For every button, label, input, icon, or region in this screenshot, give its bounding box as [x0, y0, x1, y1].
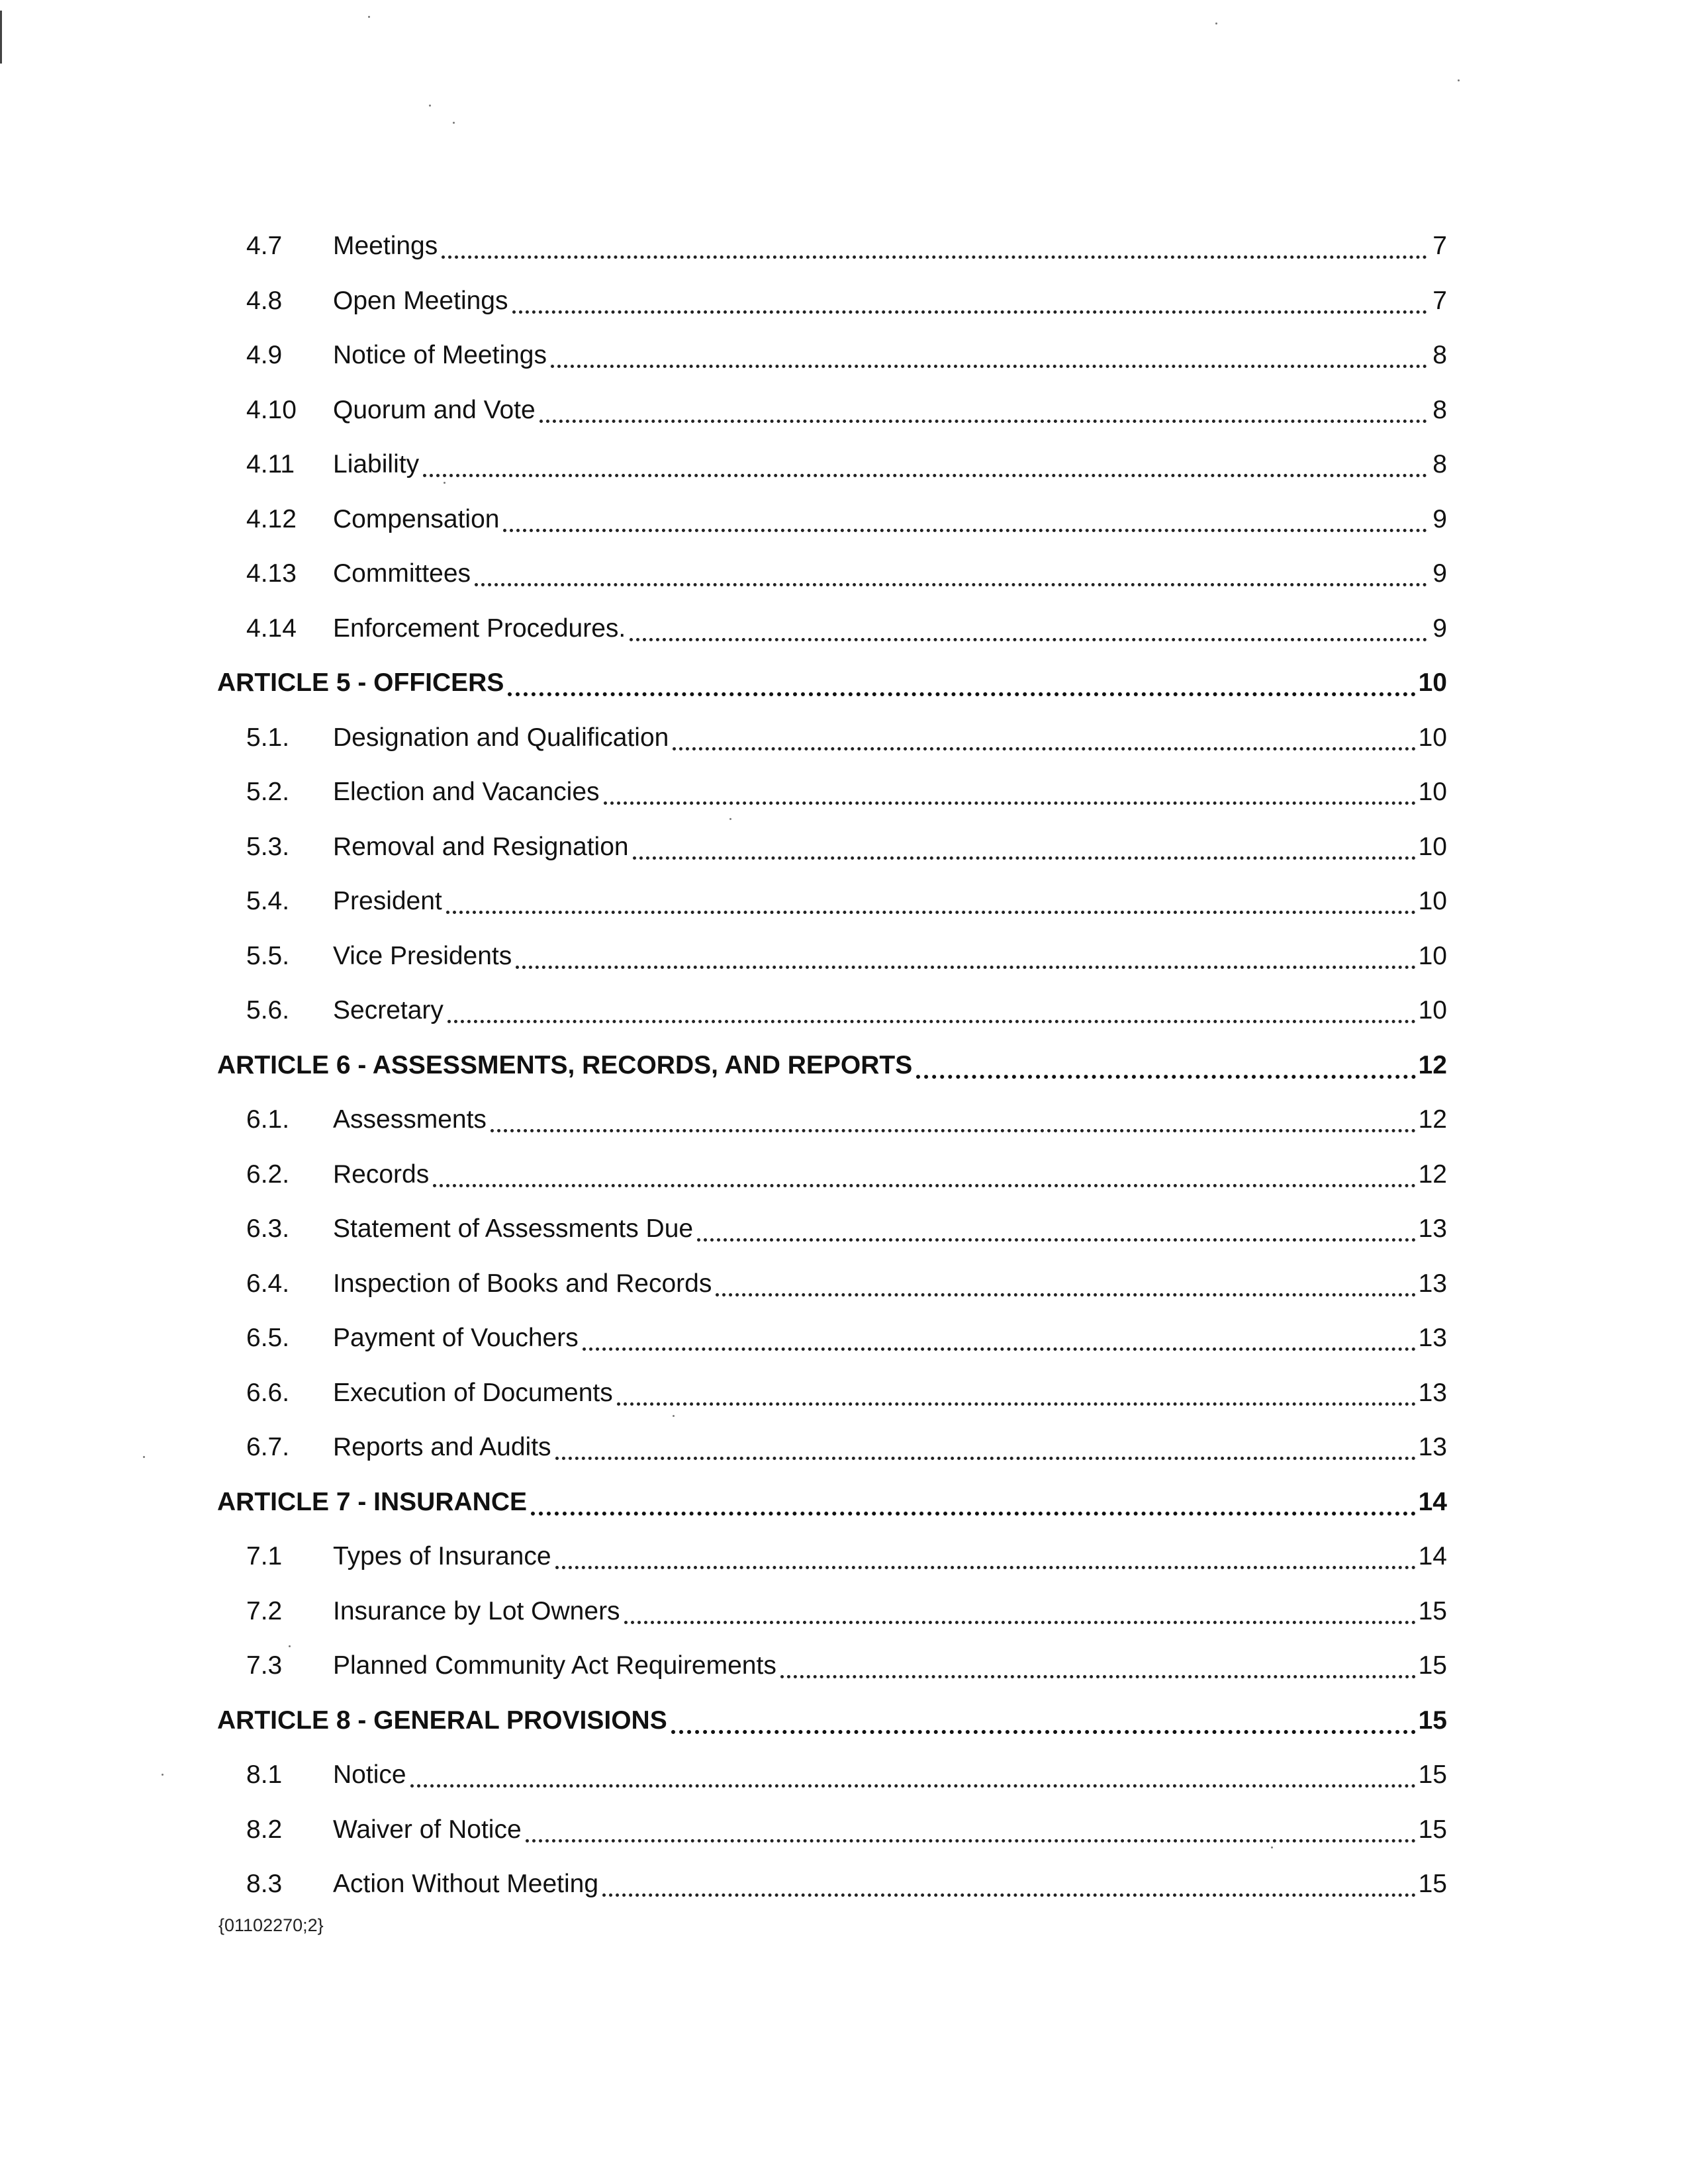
dot-leader — [697, 1238, 1416, 1242]
toc-entry-number: 4.8 — [246, 286, 283, 315]
toc-entry-number: 4.10 — [246, 395, 297, 424]
toc-entry — [217, 721, 1447, 776]
dot-leader — [916, 1075, 1415, 1079]
toc-article-heading — [217, 1048, 1447, 1103]
dot-leader — [583, 1347, 1416, 1351]
toc-entry-number: 6.5. — [246, 1324, 290, 1352]
dot-leader — [423, 474, 1427, 477]
toc-page-number: 12 — [1418, 1105, 1447, 1134]
toc-entry — [217, 1430, 1447, 1485]
scan-speck — [1458, 79, 1460, 81]
toc-page-number: 12 — [1418, 1160, 1447, 1189]
scan-speck — [453, 122, 455, 124]
toc-entry-number: 4.11 — [246, 450, 295, 478]
toc-entry-title: Planned Community Act Requirements — [333, 1651, 776, 1680]
toc-entry-title: Liability — [333, 450, 420, 478]
toc-page-number: 15 — [1418, 1651, 1447, 1680]
toc-entry-number: 8.2 — [246, 1815, 283, 1844]
dot-leader — [526, 1839, 1416, 1843]
toc-entry-title: Open Meetings — [333, 286, 508, 315]
toc-entry-number: 4.14 — [246, 614, 297, 643]
toc-entry-number: 5.5. — [246, 941, 290, 970]
dot-leader — [630, 638, 1427, 641]
toc-page-number: 15 — [1418, 1870, 1447, 1898]
toc-entry — [217, 1321, 1447, 1376]
toc-entry-number: 6.4. — [246, 1269, 290, 1298]
dot-leader — [503, 529, 1427, 532]
toc-entry — [217, 884, 1447, 939]
dot-leader — [617, 1402, 1416, 1406]
toc-page-number: 14 — [1418, 1487, 1447, 1516]
toc-entry-number: 5.2. — [246, 778, 290, 806]
toc-entry — [217, 1649, 1447, 1704]
dot-leader — [671, 1730, 1416, 1734]
toc-page-number: 8 — [1432, 341, 1447, 369]
dot-leader — [673, 747, 1415, 751]
toc-entry-title: President — [333, 887, 442, 915]
toc-page-number: 15 — [1418, 1815, 1447, 1844]
toc-page-number: 13 — [1418, 1214, 1447, 1243]
toc-entry-number: 7.1 — [246, 1542, 283, 1570]
toc-entry — [217, 447, 1447, 502]
dot-leader — [446, 911, 1416, 914]
scan-speck — [429, 105, 431, 107]
toc-page-number: 13 — [1418, 1269, 1447, 1298]
dot-leader — [508, 692, 1415, 696]
toc-entry — [217, 284, 1447, 339]
scan-speck — [1215, 23, 1217, 24]
toc-entry — [217, 502, 1447, 557]
toc-page-number: 10 — [1418, 832, 1447, 861]
dot-leader — [780, 1675, 1416, 1678]
toc-page-number: 10 — [1418, 941, 1447, 970]
toc-entry-title: Enforcement Procedures. — [333, 614, 626, 643]
toc-entry — [217, 557, 1447, 612]
toc-entry-number: 4.9 — [246, 341, 283, 369]
toc-entry — [217, 1867, 1447, 1922]
toc-entry-title: Election and Vacancies — [333, 778, 600, 806]
toc-entry-title: Action Without Meeting — [333, 1870, 599, 1898]
toc-entry-number: 6.2. — [246, 1160, 290, 1189]
toc-entry-title: ARTICLE 6 - ASSESSMENTS, RECORDS, AND REPORTS — [217, 1050, 913, 1079]
toc-page-number: 12 — [1418, 1050, 1447, 1079]
toc-entry-number: 8.3 — [246, 1870, 283, 1898]
document-id: {01102270;2} — [218, 1915, 324, 1935]
toc-entry — [217, 1594, 1447, 1649]
dot-leader — [551, 365, 1427, 368]
toc-page-number: 9 — [1432, 614, 1447, 643]
toc-entry-number: 6.6. — [246, 1378, 290, 1407]
toc-entry-title: Records — [333, 1160, 430, 1189]
toc-page-number: 7 — [1432, 232, 1447, 260]
scan-speck — [368, 16, 370, 18]
toc-page-number: 14 — [1418, 1542, 1447, 1570]
toc-entry — [217, 229, 1447, 284]
dot-leader — [410, 1784, 1416, 1788]
toc-entry-title: Statement of Assessments Due — [333, 1214, 694, 1243]
toc-entry — [217, 1103, 1447, 1158]
toc-entry-title: Insurance by Lot Owners — [333, 1596, 620, 1625]
toc-entry-number: 5.4. — [246, 887, 290, 915]
toc-entry-number: 4.13 — [246, 559, 297, 588]
dot-leader — [602, 1893, 1416, 1897]
toc-entry-title: Waiver of Notice — [333, 1815, 522, 1844]
dot-leader — [624, 1621, 1416, 1624]
toc-page-number: 13 — [1418, 1378, 1447, 1407]
toc-entry-title: Execution of Documents — [333, 1378, 613, 1407]
dot-leader — [442, 255, 1427, 259]
toc-entry — [217, 1376, 1447, 1431]
toc-entry-title: Compensation — [333, 504, 500, 533]
toc-entry-title: Reports and Audits — [333, 1433, 551, 1461]
toc-page-number: 9 — [1432, 504, 1447, 533]
dot-leader — [475, 583, 1427, 586]
toc-article-heading — [217, 1485, 1447, 1540]
toc-article-heading — [217, 666, 1447, 721]
toc-page-number: 10 — [1418, 778, 1447, 806]
toc-entry-title: Notice of Meetings — [333, 341, 547, 369]
dot-leader — [433, 1184, 1415, 1187]
toc-entry-title: Meetings — [333, 232, 438, 260]
table-of-contents — [217, 229, 1447, 1922]
toc-entry — [217, 775, 1447, 830]
toc-entry — [217, 1539, 1447, 1594]
toc-entry — [217, 612, 1447, 666]
toc-entry — [217, 393, 1447, 448]
toc-page-number: 10 — [1418, 668, 1447, 697]
toc-entry-title: Payment of Vouchers — [333, 1324, 579, 1352]
toc-entry-title: Assessments — [333, 1105, 487, 1134]
dot-leader — [604, 801, 1416, 805]
toc-page-number: 15 — [1418, 1706, 1447, 1735]
toc-entry-number: 8.1 — [246, 1760, 283, 1789]
toc-entry-title: ARTICLE 8 - GENERAL PROVISIONS — [217, 1706, 667, 1735]
toc-page-number: 10 — [1418, 887, 1447, 915]
toc-entry — [217, 338, 1447, 393]
toc-entry-number: 5.3. — [246, 832, 290, 861]
toc-entry-title: Inspection of Books and Records — [333, 1269, 712, 1298]
toc-entry-title: Types of Insurance — [333, 1542, 551, 1570]
dot-leader — [512, 310, 1428, 314]
dot-leader — [716, 1293, 1415, 1297]
dot-leader — [539, 420, 1427, 423]
toc-entry-title: Vice Presidents — [333, 941, 512, 970]
toc-page-number: 8 — [1432, 395, 1447, 424]
dot-leader — [555, 1457, 1416, 1460]
toc-article-heading — [217, 1704, 1447, 1758]
toc-entry-number: 7.2 — [246, 1596, 283, 1625]
scan-edge-mark — [0, 11, 2, 64]
toc-entry-number: 5.6. — [246, 996, 290, 1024]
toc-entry-number: 5.1. — [246, 723, 290, 752]
toc-entry — [217, 993, 1447, 1048]
toc-entry-title: Committees — [333, 559, 471, 588]
scan-speck — [143, 1456, 145, 1458]
toc-page-number: 10 — [1418, 996, 1447, 1024]
toc-entry-title: ARTICLE 5 - OFFICERS — [217, 668, 504, 697]
toc-entry-number: 4.7 — [246, 232, 283, 260]
dot-leader — [447, 1020, 1416, 1023]
toc-entry-title: Secretary — [333, 996, 444, 1024]
toc-entry — [217, 1758, 1447, 1813]
toc-entry-title: ARTICLE 7 - INSURANCE — [217, 1487, 528, 1516]
toc-page-number: 15 — [1418, 1596, 1447, 1625]
dot-leader — [531, 1512, 1416, 1516]
toc-entry-number: 7.3 — [246, 1651, 283, 1680]
dot-leader — [516, 966, 1415, 969]
toc-page-number: 10 — [1418, 723, 1447, 752]
toc-entry-title: Quorum and Vote — [333, 395, 536, 424]
toc-page-number: 8 — [1432, 450, 1447, 478]
toc-entry — [217, 939, 1447, 994]
toc-entry-number: 6.7. — [246, 1433, 290, 1461]
toc-entry — [217, 830, 1447, 885]
scan-speck — [162, 1774, 164, 1776]
toc-page-number: 13 — [1418, 1324, 1447, 1352]
dot-leader — [555, 1566, 1416, 1569]
toc-entry-title: Designation and Qualification — [333, 723, 669, 752]
dot-leader — [633, 856, 1416, 860]
toc-page-number: 7 — [1432, 286, 1447, 315]
toc-page-number: 15 — [1418, 1760, 1447, 1789]
dot-leader — [491, 1129, 1416, 1132]
toc-entry-title: Notice — [333, 1760, 406, 1789]
toc-entry — [217, 1267, 1447, 1322]
toc-entry-number: 4.12 — [246, 504, 297, 533]
toc-page-number: 13 — [1418, 1433, 1447, 1461]
toc-entry-number: 6.1. — [246, 1105, 290, 1134]
toc-entry-number: 6.3. — [246, 1214, 290, 1243]
toc-entry — [217, 1813, 1447, 1868]
toc-entry-title: Removal and Resignation — [333, 832, 629, 861]
toc-entry — [217, 1158, 1447, 1212]
toc-entry — [217, 1212, 1447, 1267]
toc-page-number: 9 — [1432, 559, 1447, 588]
